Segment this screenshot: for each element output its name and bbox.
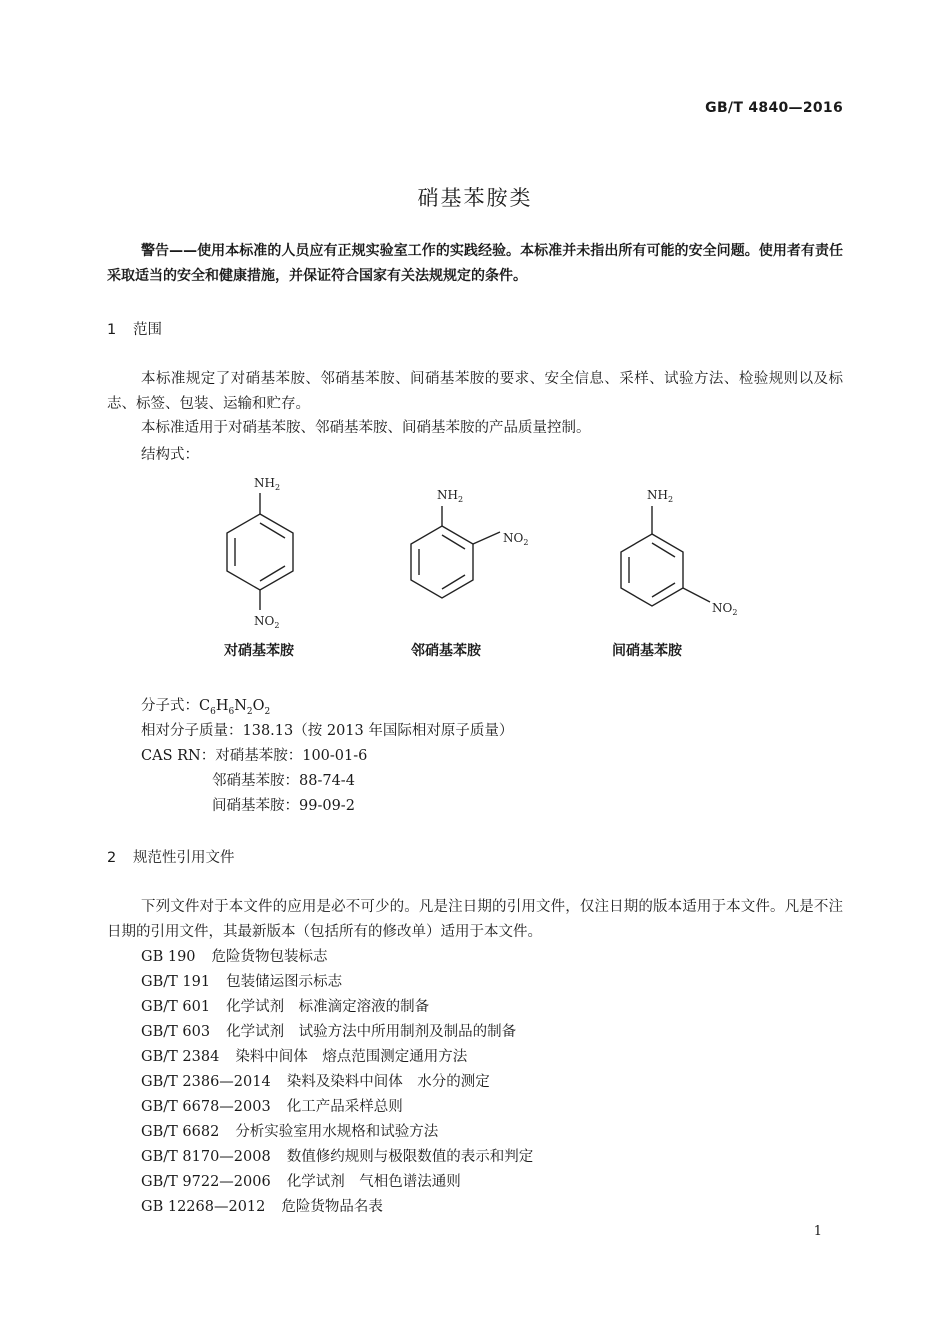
ortho-amine-label: $NH_2$ [437, 488, 464, 504]
section-1-number: 1 [107, 322, 117, 338]
scope-paragraph-1: 本标准规定了对硝基苯胺、邻硝基苯胺、间硝基苯胺的要求、安全信息、采样、试验方法、检验规则以及标志、标签、包装、运输和贮存。 [107, 371, 843, 412]
para-nitroaniline-structure [227, 493, 293, 610]
reference-item: GB 190 危险货物包装标志 [141, 949, 328, 965]
structural-formulas [0, 460, 950, 670]
meta-nitro-label: $NO_2$ [712, 601, 738, 617]
reference-item: GB/T 601 化学试剂 标准滴定溶液的制备 [141, 999, 430, 1015]
reference-item: GB/T 191 包装储运图示标志 [141, 974, 343, 990]
para-nitro-label: $NO_2$ [254, 614, 280, 630]
reference-item: GB/T 2384 染料中间体 熔点范围测定通用方法 [141, 1049, 468, 1065]
ortho-nitroaniline-structure [411, 506, 500, 598]
document-title: 硝基苯胺类 [417, 186, 533, 210]
section-1-heading [107, 318, 162, 339]
cas-ortho: 邻硝基苯胺：88-74-4 [212, 773, 355, 789]
para-amine-label: $NH_2$ [254, 476, 281, 492]
standard-number: GB/T 4840—2016 [705, 100, 843, 116]
reference-item: GB/T 603 化学试剂 试验方法中所用制剂及制品的制备 [141, 1024, 517, 1040]
page-number: 1 [813, 1224, 822, 1239]
reference-item: GB/T 8170—2008 数值修约规则与极限数值的表示和判定 [141, 1149, 534, 1165]
molecular-formula: 分子式：$C_6H_6N_2O_2$ [141, 698, 271, 717]
reference-item: GB/T 9722—2006 化学试剂 气相色谱法通则 [141, 1174, 461, 1190]
section-2-number: 2 [107, 850, 117, 866]
reference-item: GB/T 2386—2014 染料及染料中间体 水分的测定 [141, 1074, 490, 1090]
cas-para: CAS RN：对硝基苯胺：100-01-6 [141, 748, 368, 764]
cas-label: CAS RN： [141, 748, 216, 764]
cas-meta: 间硝基苯胺：99-09-2 [212, 798, 355, 814]
ortho-nitroaniline-name: 邻硝基苯胺 [411, 643, 481, 659]
section-1-title: 范围 [133, 322, 162, 338]
meta-amine-label: $NH_2$ [647, 488, 674, 504]
ortho-nitro-label: $NO_2$ [503, 531, 529, 547]
section-2-heading [107, 846, 235, 867]
molar-mass: 相对分子质量：138.13（按 2013 年国际相对原子质量） [141, 723, 514, 739]
reference-item: GB/T 6678—2003 化工产品采样总则 [141, 1099, 403, 1115]
warning-paragraph: 警告——使用本标准的人员应有正规实验室工作的实践经验。本标准并未指出所有可能的安全问题。使用者有责任采取适当的安全和健康措施，并保证符合国家有关法规规定的条件。 [107, 243, 843, 284]
reference-item: GB 12268—2012 危险货物品名表 [141, 1199, 383, 1215]
meta-nitroaniline-name: 间硝基苯胺 [612, 643, 682, 659]
meta-nitroaniline-structure [621, 506, 710, 606]
section-2-title: 规范性引用文件 [133, 850, 235, 866]
structure-label: 结构式： [141, 447, 199, 463]
reference-item: GB/T 6682 分析实验室用水规格和试验方法 [141, 1124, 439, 1140]
scope-paragraph-2: 本标准适用于对硝基苯胺、邻硝基苯胺、间硝基苯胺的产品质量控制。 [141, 420, 591, 436]
para-nitroaniline-name: 对硝基苯胺 [224, 643, 294, 659]
references-intro: 下列文件对于本文件的应用是必不可少的。凡是注日期的引用文件，仅注日期的版本适用于本文件。凡是不注日期的引用文件，其最新版本（包括所有的修改单）适用于本文件。 [107, 899, 843, 940]
